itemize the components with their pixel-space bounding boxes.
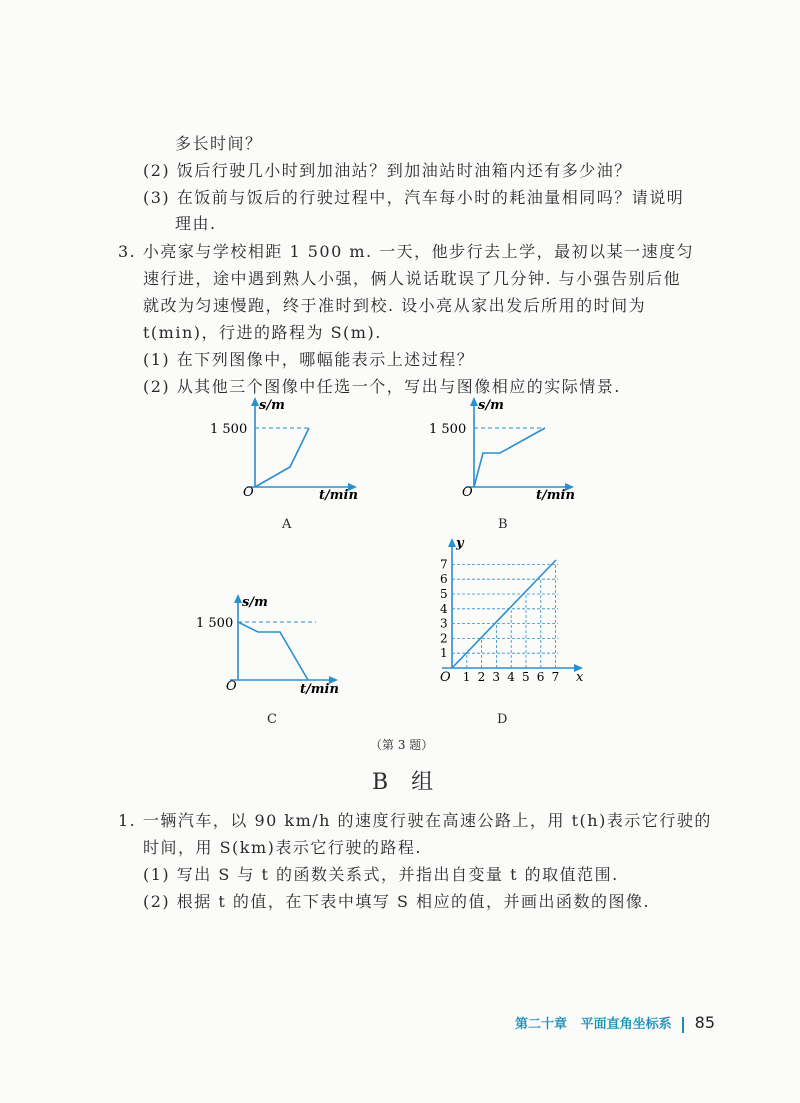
text-line: 速行进，途中遇到熟人小强，俩人说话耽误了几分钟. 与小强告别后他 — [143, 269, 682, 288]
figure-caption: （第 3 题） — [370, 738, 434, 752]
text-line: (1) 在下列图像中，哪幅能表示上述过程？ — [143, 350, 475, 369]
origin-label: O — [243, 485, 254, 500]
graph-a-label: A — [282, 517, 292, 532]
tick-1500-label: 1 500 — [429, 422, 467, 437]
d-x-tick-label: 2 — [477, 670, 486, 684]
text-line: (2) 从其他三个图像中任选一个，写出与图像相应的实际情景. — [143, 377, 621, 396]
d-y-tick-label: 5 — [440, 587, 448, 601]
text-line: 时间，用 S(km)表示它行驶的路程. — [143, 838, 422, 857]
origin-label: O — [226, 679, 237, 694]
text-line: (1) 写出 S 与 t 的函数关系式，并指出自变量 t 的取值范围. — [143, 865, 619, 884]
text-line: (2) 根据 t 的值，在下表中填写 S 相应的值，并画出函数的图像. — [143, 892, 651, 911]
chapter-title: 平面直角坐标系 — [580, 1017, 672, 1032]
page-footer — [515, 1013, 715, 1033]
footer-divider — [682, 1017, 684, 1033]
question-3-line: 3. 小亮家与学校相距 1 500 m. 一天，他步行去上学，最初以某一速度匀 — [118, 242, 695, 261]
d-y-tick-label: 4 — [440, 601, 448, 616]
d-x-tick-label: 7 — [551, 670, 560, 684]
graph-b-label: B — [498, 517, 508, 532]
d-y-tick-label: 6 — [440, 572, 448, 587]
d-x-tick-label: 1 — [462, 670, 471, 684]
graph-c-label: C — [267, 712, 277, 727]
d-x-tick-label: 3 — [492, 670, 501, 684]
d-y-tick-label: 7 — [440, 557, 448, 572]
page-number: 85 — [694, 1013, 716, 1032]
text-line: 多长时间？ — [175, 134, 263, 153]
tick-1500-label: 1 500 — [210, 422, 248, 437]
d-y-tick-label: 1 — [440, 646, 448, 661]
d-x-tick-label: 5 — [522, 670, 530, 684]
d-x-axis-label: x — [576, 670, 584, 685]
y-axis-label: s/m — [242, 595, 268, 610]
text-line: 理由. — [175, 214, 217, 233]
origin-label: O — [462, 485, 473, 500]
d-x-tick-label: 4 — [507, 670, 515, 684]
graph-d — [418, 533, 598, 693]
x-axis-label: t/min — [536, 488, 575, 503]
d-y-tick-label: 2 — [440, 631, 448, 646]
d-y-tick-label: 3 — [440, 616, 448, 631]
graph-c — [196, 590, 356, 700]
x-axis-label: t/min — [319, 488, 358, 503]
y-axis-label: s/m — [259, 398, 285, 413]
y-axis-label: s/m — [478, 398, 504, 413]
text-line: (3) 在饭前与饭后的行驶过程中，汽车每小时的耗油量相同吗？请说明 — [143, 188, 685, 207]
chapter-label: 第二十章 — [515, 1017, 568, 1032]
d-y-axis-label: y — [456, 536, 464, 551]
section-heading: B 组 — [372, 770, 442, 795]
text-line: 就改为匀速慢跑，终于准时到校. 设小亮从家出发后所用的时间为 — [143, 296, 647, 315]
text-line: t(min)，行进的路程为 S(m). — [143, 323, 382, 342]
d-origin-label: O — [440, 670, 451, 685]
question-1-line: 1. 一辆汽车，以 90 km/h 的速度行驶在高速公路上，用 t(h)表示它行驶的 — [118, 811, 712, 830]
graph-a — [205, 395, 365, 510]
graph-d-label: D — [497, 712, 508, 727]
text-line: (2) 饭后行驶几小时到加油站？到加油站时油箱内还有多少油？ — [143, 161, 632, 180]
tick-1500-label: 1 500 — [196, 616, 234, 631]
graph-b — [422, 395, 582, 510]
x-axis-label: t/min — [300, 682, 339, 697]
d-x-tick-label: 6 — [536, 670, 545, 684]
